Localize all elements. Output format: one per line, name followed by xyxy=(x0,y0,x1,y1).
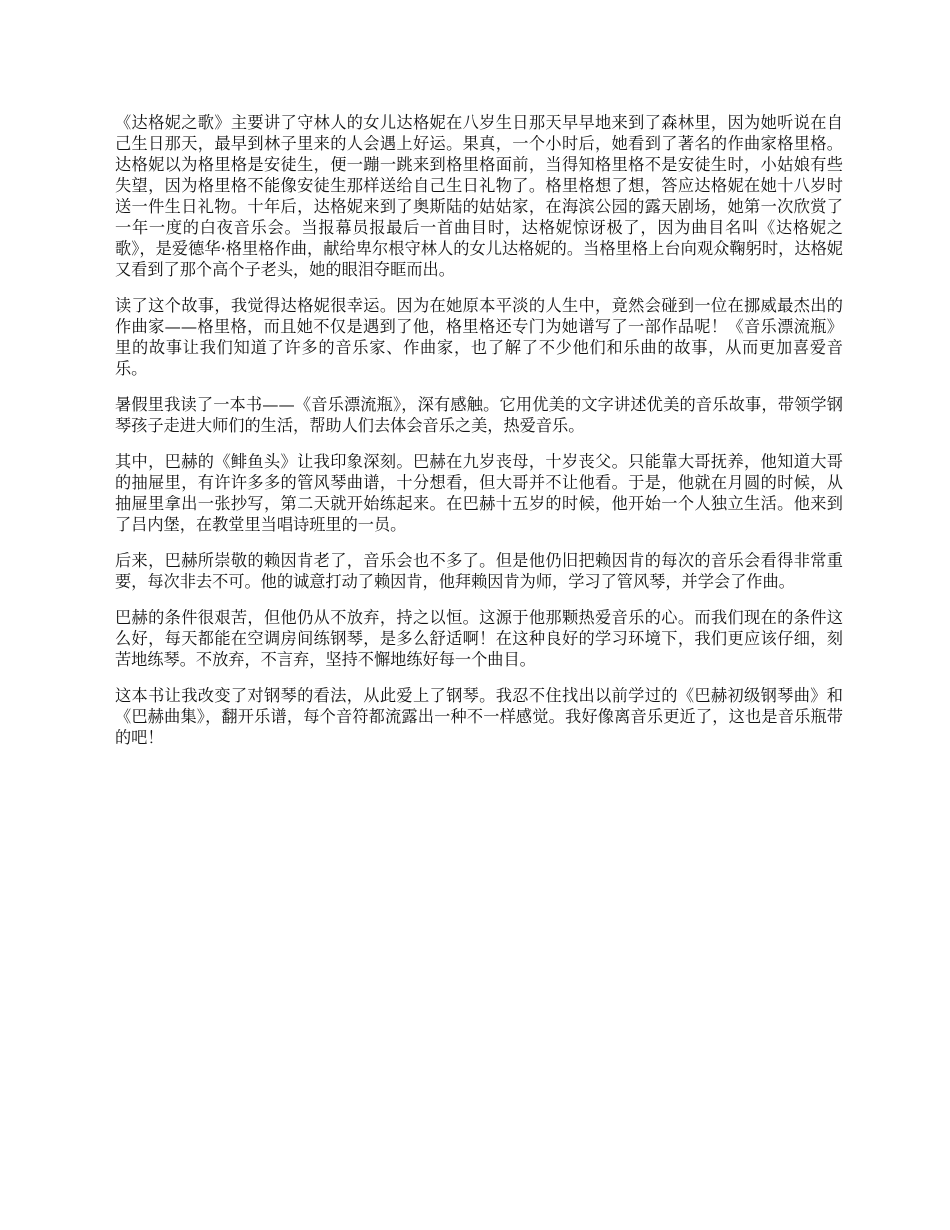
paragraph-3: 暑假里我读了一本书——《音乐漂流瓶》，深有感触。它用优美的文字讲述优美的音乐故事，带领学钢琴孩子走进大师们的生活，帮助人们去体会音乐之美，热爱音乐。 xyxy=(115,395,843,435)
document-body xyxy=(115,112,843,763)
paragraph-1: 《达格妮之歌》主要讲了守林人的女儿达格妮在八岁生日那天早早地来到了森林里，因为她听说在自己生日那天，最早到林子里来的人会遇上好运。果真，一个小时后，她看到了著名的作曲家格里格。达格妮以为格里格是安徒生，便一蹦一跳来到格里格面前，当得知格里格不是安徒生时，小姑娘有些失望，因为格里格不能像安徒生那样送给自己生日礼物了。格里格想了想，答应达格妮在她十八岁时送一件生日礼物。十年后，达格妮来到了奥斯陆的姑姑家，在海滨公园的露天剧场，她第一次欣赏了一年一度的白夜音乐会。当报幕员报最后一首曲目时，达格妮惊讶极了，因为曲目名叫《达格妮之歌》，是爱德华·格里格作曲，献给卑尔根守林人的女儿达格妮的。当格里格上台向观众鞠躬时，达格妮又看到了那个高个子老头，她的眼泪夺眶而出。 xyxy=(115,113,843,279)
paragraph-7: 这本书让我改变了对钢琴的看法，从此爱上了钢琴。我忍不住找出以前学过的《巴赫初级钢琴曲》和《巴赫曲集》，翻开乐谱，每个音符都流露出一种不一样感觉。我好像离音乐更近了，这也是音乐瓶带的吧！ xyxy=(115,686,843,747)
paragraph-2: 读了这个故事，我觉得达格妮很幸运。因为在她原本平淡的人生中，竟然会碰到一位在挪威最杰出的作曲家——格里格，而且她不仅是遇到了他，格里格还专门为她谱写了一部作品呢！《音乐漂流瓶》里的故事让我们知道了许多的音乐家、作曲家，也了解了不少他们和乐曲的故事，从而更加喜爱音乐。 xyxy=(115,296,843,378)
paragraph-6: 巴赫的条件很艰苦，但他仍从不放弃，持之以恒。这源于他那颗热爱音乐的心。而我们现在的条件这么好，每天都能在空调房间练钢琴，是多么舒适啊！在这种良好的学习环境下，我们更应该仔细，刻苦地练琴。不放弃，不言弃，坚持不懈地练好每一个曲目。 xyxy=(115,608,843,669)
paragraph-5: 后来，巴赫所崇敬的赖因肯老了，音乐会也不多了。但是他仍旧把赖因肯的每次的音乐会看得非常重要，每次非去不可。他的诚意打动了赖因肯，他拜赖因肯为师，学习了管风琴，并学会了作曲。 xyxy=(115,551,843,591)
paragraph-4: 其中，巴赫的《鲱鱼头》让我印象深刻。巴赫在九岁丧母，十岁丧父。只能靠大哥抚养，他知道大哥的抽屉里，有许许多多的管风琴曲谱，十分想看，但大哥并不让他看。于是，他就在月圆的时候，从抽屉里拿出一张抄写，第二天就开始练起来。在巴赫十五岁的时候，他开始一个人独立生活。他来到了吕内堡，在教堂里当唱诗班里的一员。 xyxy=(115,452,843,534)
